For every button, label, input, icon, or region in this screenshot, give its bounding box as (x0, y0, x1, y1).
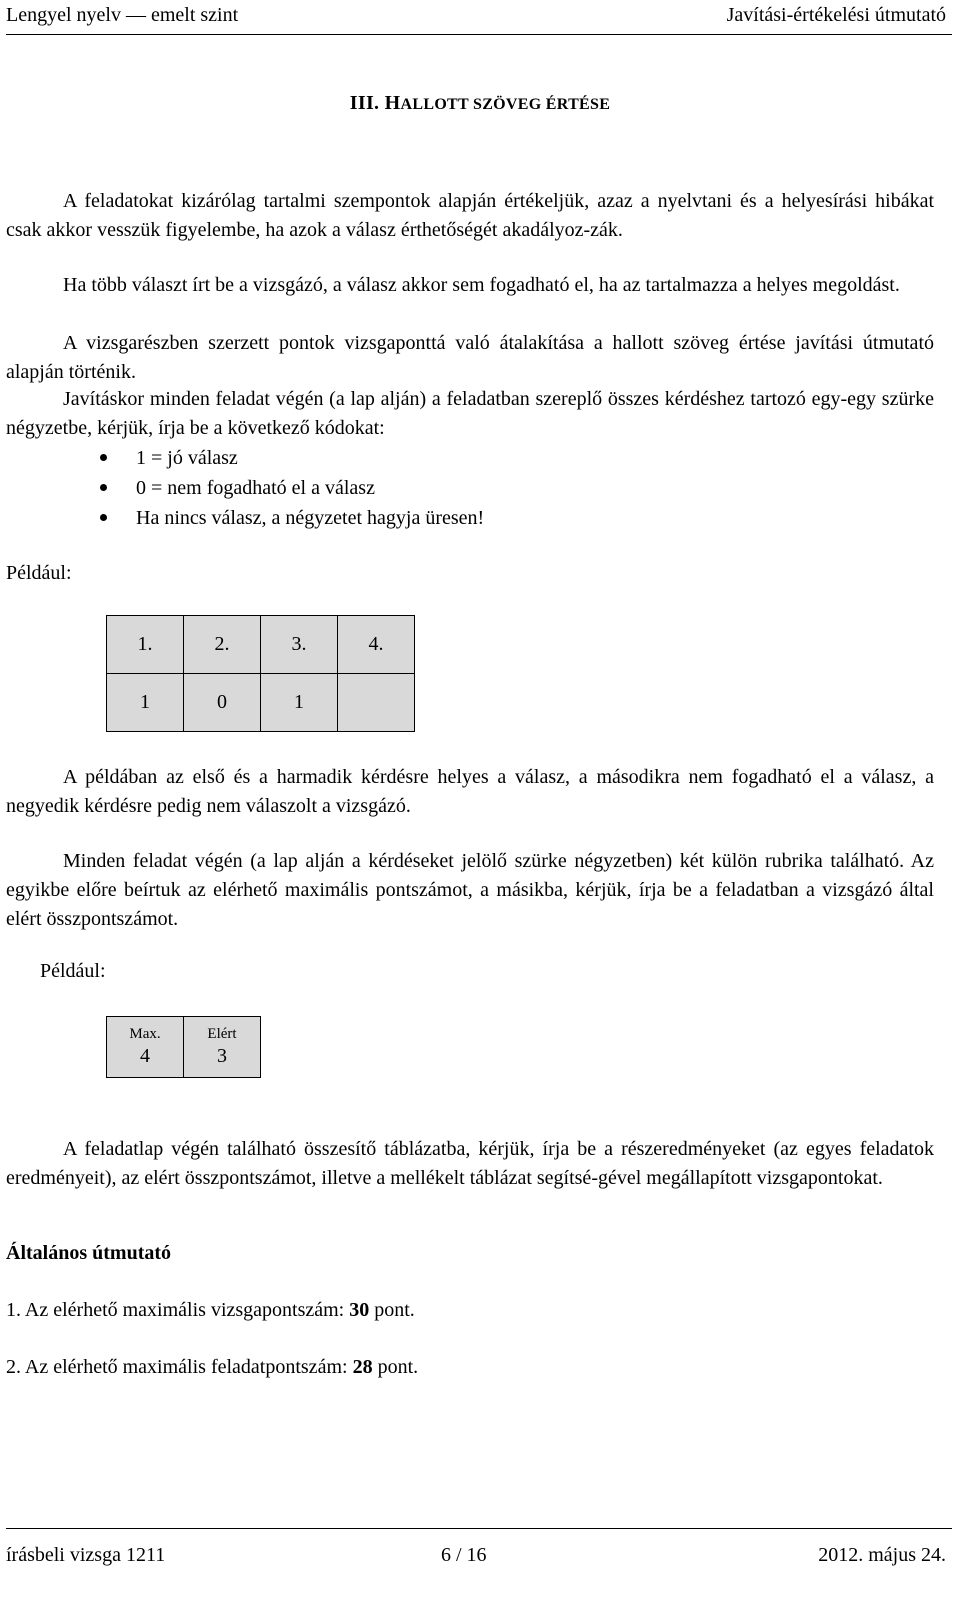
footer-page-number: 6 / 16 (441, 1544, 487, 1566)
grid-header-cell: 1. (107, 616, 184, 674)
achieved-score-value: 3 (217, 1045, 227, 1067)
grid-header-cell: 3. (261, 616, 338, 674)
section-title (0, 92, 960, 115)
header-doc-type: Javítási-értékelési útmutató (726, 4, 946, 26)
grid-value-cell: 0 (184, 674, 261, 732)
footer-divider (6, 1528, 952, 1529)
grid-header-cell: 2. (184, 616, 261, 674)
footer-date: 2012. május 24. (818, 1544, 946, 1566)
footer-exam-id: írásbeli vizsga 1211 (6, 1544, 166, 1566)
example-answer-grid (106, 615, 415, 732)
general-guide-item-2: 2. Az elérhető maximális feladatpontszám: 28 pont. (6, 1356, 419, 1378)
achieved-score-cell (184, 1017, 261, 1078)
code-list-item: 0 = nem fogadható el a válasz (100, 473, 484, 503)
max-score-cell (107, 1017, 184, 1078)
header-subject: Lengyel nyelv — emelt szint (6, 4, 239, 26)
section-title-roman: III. H (349, 92, 401, 114)
code-list-item: Ha nincs válasz, a négyzetet hagyja üresen! (100, 503, 484, 533)
section-title-rest: ALLOTT SZÖVEG ÉRTÉSE (400, 96, 611, 113)
paragraph-point-conversion: A vizsgarészben szerzett pontok vizsgaponttá való átalakítása a hallott szöveg értése javítási útmutató alapján történik. (6, 332, 934, 383)
general-guide-item-1: 1. Az elérhető maximális vizsgapontszám: 30 pont. (6, 1299, 415, 1321)
code-list-item: 1 = jó válasz (100, 443, 484, 473)
grid-header-cell: 4. (338, 616, 415, 674)
example-score-box (106, 1016, 261, 1078)
grid-value-cell: 1 (261, 674, 338, 732)
grid-value-cell (338, 674, 415, 732)
grid-value-cell: 1 (107, 674, 184, 732)
paragraph-summary-table: A feladatlap végén található összesítő táblázatba, kérjük, írja be a részeredményeket (az egyes feladatok eredményeit), az elért összpontszámot, illetve a mellékelt táblázat segítsé-gével megállapított vizsgapontokat. (6, 1138, 934, 1189)
achieved-score-label: Elért (207, 1026, 237, 1042)
general-guide-title: Általános útmutató (6, 1242, 172, 1264)
example-label-2: Például: (40, 960, 106, 982)
paragraph-score-boxes: Minden feladat végén (a lap alján a kérdéseket jelölő szürke négyzetben) két külön rubrika található. Az egyikbe előre beírtuk az elérhető maximális pontszámot, a másikba, kérjük, írja be a feladatban a vizsgázó által elért összpontszámot. (6, 850, 934, 930)
header-divider (6, 34, 952, 35)
paragraph-evaluation-rules: A feladatokat kizárólag tartalmi szempontok alapján értékeljük, azaz a nyelvtani és a helyesírási hibákat csak akkor vesszük figyelembe, ha azok a válasz érthetőségét akadályoz-zák. (6, 190, 934, 241)
code-list (100, 443, 484, 533)
max-score-value: 4 (140, 1045, 150, 1067)
example-label: Például: (6, 562, 72, 584)
paragraph-multiple-answers: Ha több választ írt be a vizsgázó, a válasz akkor sem fogadható el, ha az tartalmazza a helyes megoldást. (63, 274, 900, 296)
paragraph-coding-instructions: Javításkor minden feladat végén (a lap alján) a feladatban szereplő összes kérdéshez tartozó egy-egy szürke négyzetbe, kérjük, írja be a következő kódokat: (6, 388, 934, 439)
max-score-label: Max. (129, 1026, 161, 1042)
paragraph-example-explanation: A példában az első és a harmadik kérdésre helyes a válasz, a másodikra nem fogadható el a válasz, a negyedik kérdésre pedig nem válaszolt a vizsgázó. (6, 766, 934, 817)
